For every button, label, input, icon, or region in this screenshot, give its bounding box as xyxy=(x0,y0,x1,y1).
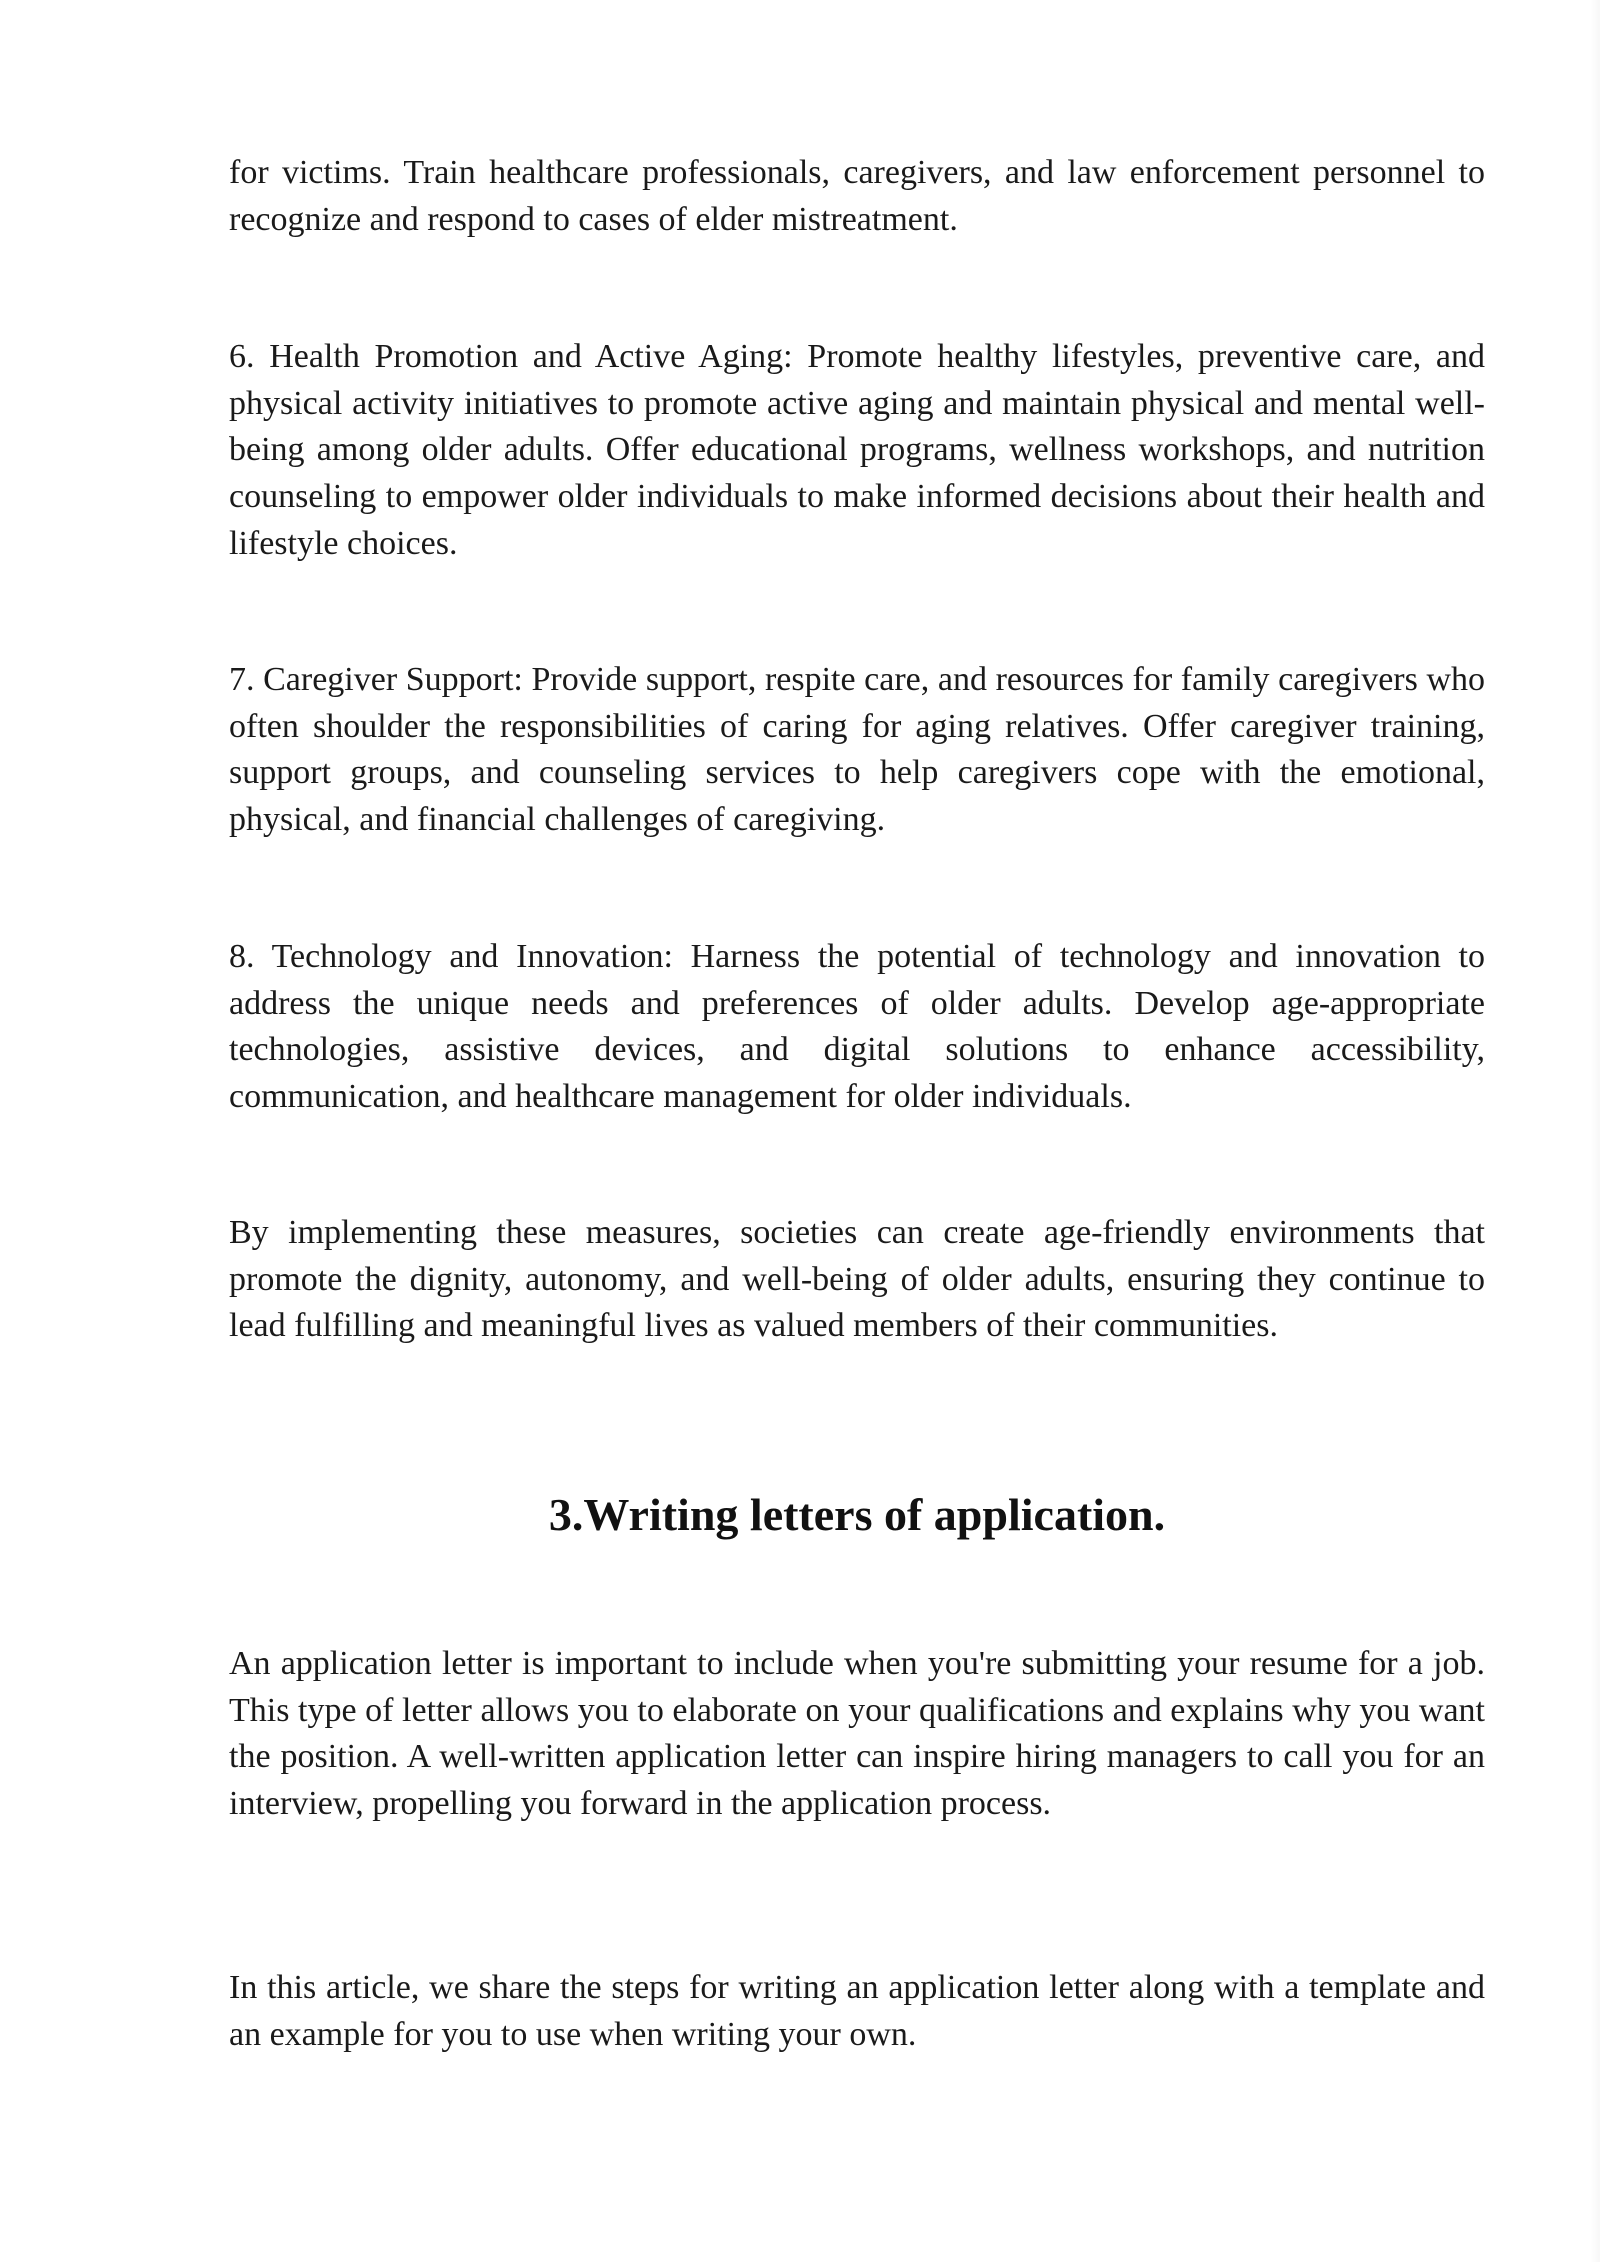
paragraph-block xyxy=(229,1965,1485,2058)
paragraph-block xyxy=(229,334,1485,568)
paragraph-health-promotion: 6. Health Promotion and Active Aging: Promote healthy lifestyles, preventive care, and physical activity initiatives to promote active aging and maintain physical and mental well-being among older adults. Offer educational programs, wellness workshops, and nutrition counseling to empower older individuals to make informed decisions about their health and lifestyle choices. xyxy=(229,338,1485,562)
section-heading: 3.Writing letters of application. xyxy=(548,1489,1166,1540)
paragraph-technology-innovation: 8. Technology and Innovation: Harness the potential of technology and innovation to address the unique needs and preferences of older adults. Develop age-appropriate technologies, assistive devices, and digital solutions to enhance accessibility, communication, and healthcare management for older individuals. xyxy=(229,938,1485,1116)
paragraph-block xyxy=(229,150,1485,243)
paragraph-block xyxy=(229,1210,1485,1350)
paragraph-caregiver-support: 7. Caregiver Support: Provide support, respite care, and resources for family caregivers who often shoulder the responsibilities of caring for aging relatives. Offer caregiver training, support groups, and counseling services to help caregivers cope with the emotional, physical, and financial challenges of caregiving. xyxy=(229,661,1485,839)
paragraph-block xyxy=(229,934,1485,1121)
paragraph-article-steps: In this article, we share the steps for writing an application letter along with a template and an example for you to use when writing your own. xyxy=(229,1969,1485,2053)
paragraph-application-intro: An application letter is important to include when you're submitting your resume for a job. This type of letter allows you to elaborate on your qualifications and explains why you want the position. A well-written application letter can inspire hiring managers to call you for an interview, propelling you forward in the application process. xyxy=(229,1645,1485,1823)
paragraph-block xyxy=(229,1641,1485,1828)
paragraph-conclusion: By implementing these measures, societies can create age-friendly environments that promote the dignity, autonomy, and well-being of older adults, ensuring they continue to lead fulfilling and meaningful lives as valued members of their communities. xyxy=(229,1214,1485,1345)
paragraph-elder-mistreatment: for victims. Train healthcare professionals, caregivers, and law enforcement personnel to recognize and respond to cases of elder mistreatment. xyxy=(229,154,1485,238)
paragraph-block xyxy=(229,657,1485,844)
page-edge-shadow xyxy=(1590,0,1600,2262)
